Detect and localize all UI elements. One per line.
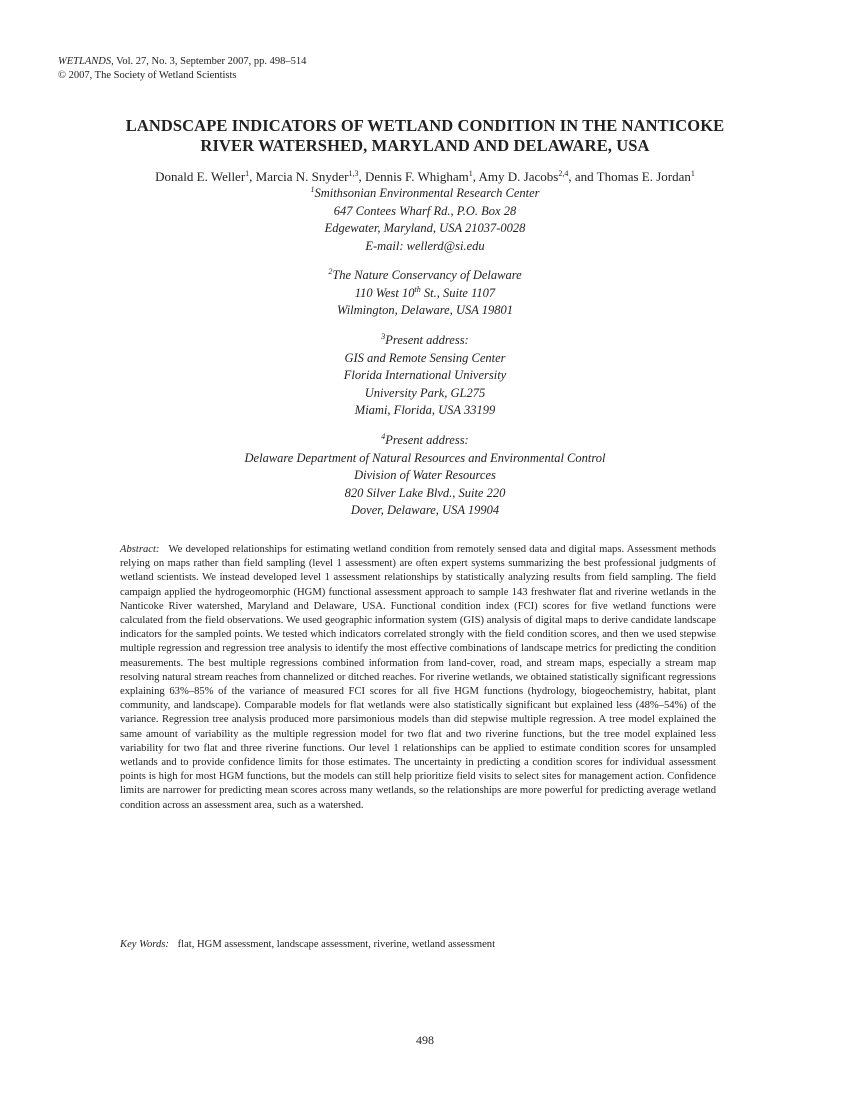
abstract bbox=[120, 543, 716, 813]
abstract-label: Abstract: bbox=[120, 544, 160, 555]
paper-title-line-1: LANDSCAPE INDICATORS OF WETLAND CONDITION IN THE NANTICOKE bbox=[125, 116, 725, 135]
journal-name: WETLANDS, bbox=[58, 56, 114, 67]
abstract-text: We developed relationships for estimating wetland condition from remotely sensed data and digital maps. Assessment methods relying on maps rather than field sampling (level 1 assessment) are often expert systems summarizing the best professional judgments of wetland scientists. We instead developed level 1 assessment relationships by statistically analyzing results from field sampling. The field campaign applied the hydrogeomorphic (HGM) functional assessment approach to sample 143 freshwater flat and riverine wetlands in the Nanticoke River watershed, Maryland and Delaware, USA. Functional condition index (FCI) scores for five wetland functions were calculated from the field observations. We used geographic information system (GIS) analysis of digital maps to derive candidate landscape indicators for the sampled points. We tested which indicators correlated strongly with the field condition scores, and then we used stepwise multiple regression and regression tree analysis to identify the most effective combinations of landscape metrics for predicting the condition measurements. The best multiple regressions combined information from land-cover, road, and stream maps, especially a stream map resolving natural stream reaches from channelized or ditched reaches. For riverine wetlands, we obtained statistically significant regressions explaining 63%–85% of the variance of measured FCI scores for all five HGM functions (hydrology, biogeochemistry, habitat, plant community, and landscape). Comparable models for flat wetlands were also statistically significant but explained less (48%–54%) of the variance. Regression tree analysis produced more parsimonious models than did stepwise multiple regression. A tree model explained the same amount of variability as the multiple regression model for two flat and two riverine functions, but the tree model explained less variability for two flat and three riverine functions. Our level 1 relationships can be applied to estimate condition scores for unsampled wetlands and to provide confidence limits for those estimates. The uncertainty in predicting a condition scores for individual assessment points is high for most HGM functions, but the models can still help prioritize field visits to select sites for management action. Confidence limits are narrower for predicting mean scores across many wetlands, so the relationships are more powerful for predicting average wetland condition across an assessment area, such as a watershed. bbox=[120, 544, 716, 811]
author: Amy D. Jacobs$^{2,4}$, and bbox=[478, 169, 597, 184]
page-number: 498 bbox=[416, 1033, 434, 1047]
affiliation-4: $^4$Present address: Delaware Department of Natural Resources and Environmental Control Division of Water Resources 820 Silver Lake Blvd., Suite 220 Dover, Delaware, USA 19904 bbox=[244, 432, 606, 517]
paper-title bbox=[60, 116, 790, 156]
affiliation-1: $^1$Smithsonian Environmental Research Center 647 Contees Wharf Rd., P.O. Box 28 Edgewater, Maryland, USA 21037-0028 E-mail: wellerd@si.edu bbox=[100, 185, 750, 255]
author-email: E-mail: wellerd@si.edu bbox=[365, 238, 485, 253]
journal-citation bbox=[58, 55, 306, 69]
keywords-label: Key Words: bbox=[120, 939, 169, 950]
author: Donald E. Weller$^1$, bbox=[155, 169, 256, 184]
keywords bbox=[120, 938, 720, 952]
journal-header bbox=[58, 55, 306, 83]
affiliation-2: $^2$The Nature Conservancy of Delaware 110 West 10th St., Suite 1107 Wilmington, Delaware, USA 19801 bbox=[328, 267, 522, 317]
author: Dennis F. Whigham$^1$, bbox=[364, 169, 479, 184]
author-list bbox=[40, 168, 810, 185]
journal-volume: Vol. 27, No. 3, September 2007, pp. 498–514 bbox=[113, 56, 307, 67]
author: Marcia N. Snyder$^{1,3}$, bbox=[255, 169, 365, 184]
author: Thomas E. Jordan$^1$ bbox=[596, 169, 695, 184]
affiliation-3: $^3$Present address: GIS and Remote Sensing Center Florida International University University Park, GL275 Miami, Florida, USA 33199 bbox=[343, 332, 507, 417]
paper-title-line-2: RIVER WATERSHED, MARYLAND AND DELAWARE, USA bbox=[200, 136, 650, 155]
journal-copyright: © 2007, The Society of Wetland Scientists bbox=[58, 70, 237, 81]
keywords-text: flat, HGM assessment, landscape assessment, riverine, wetland assessment bbox=[177, 939, 496, 950]
